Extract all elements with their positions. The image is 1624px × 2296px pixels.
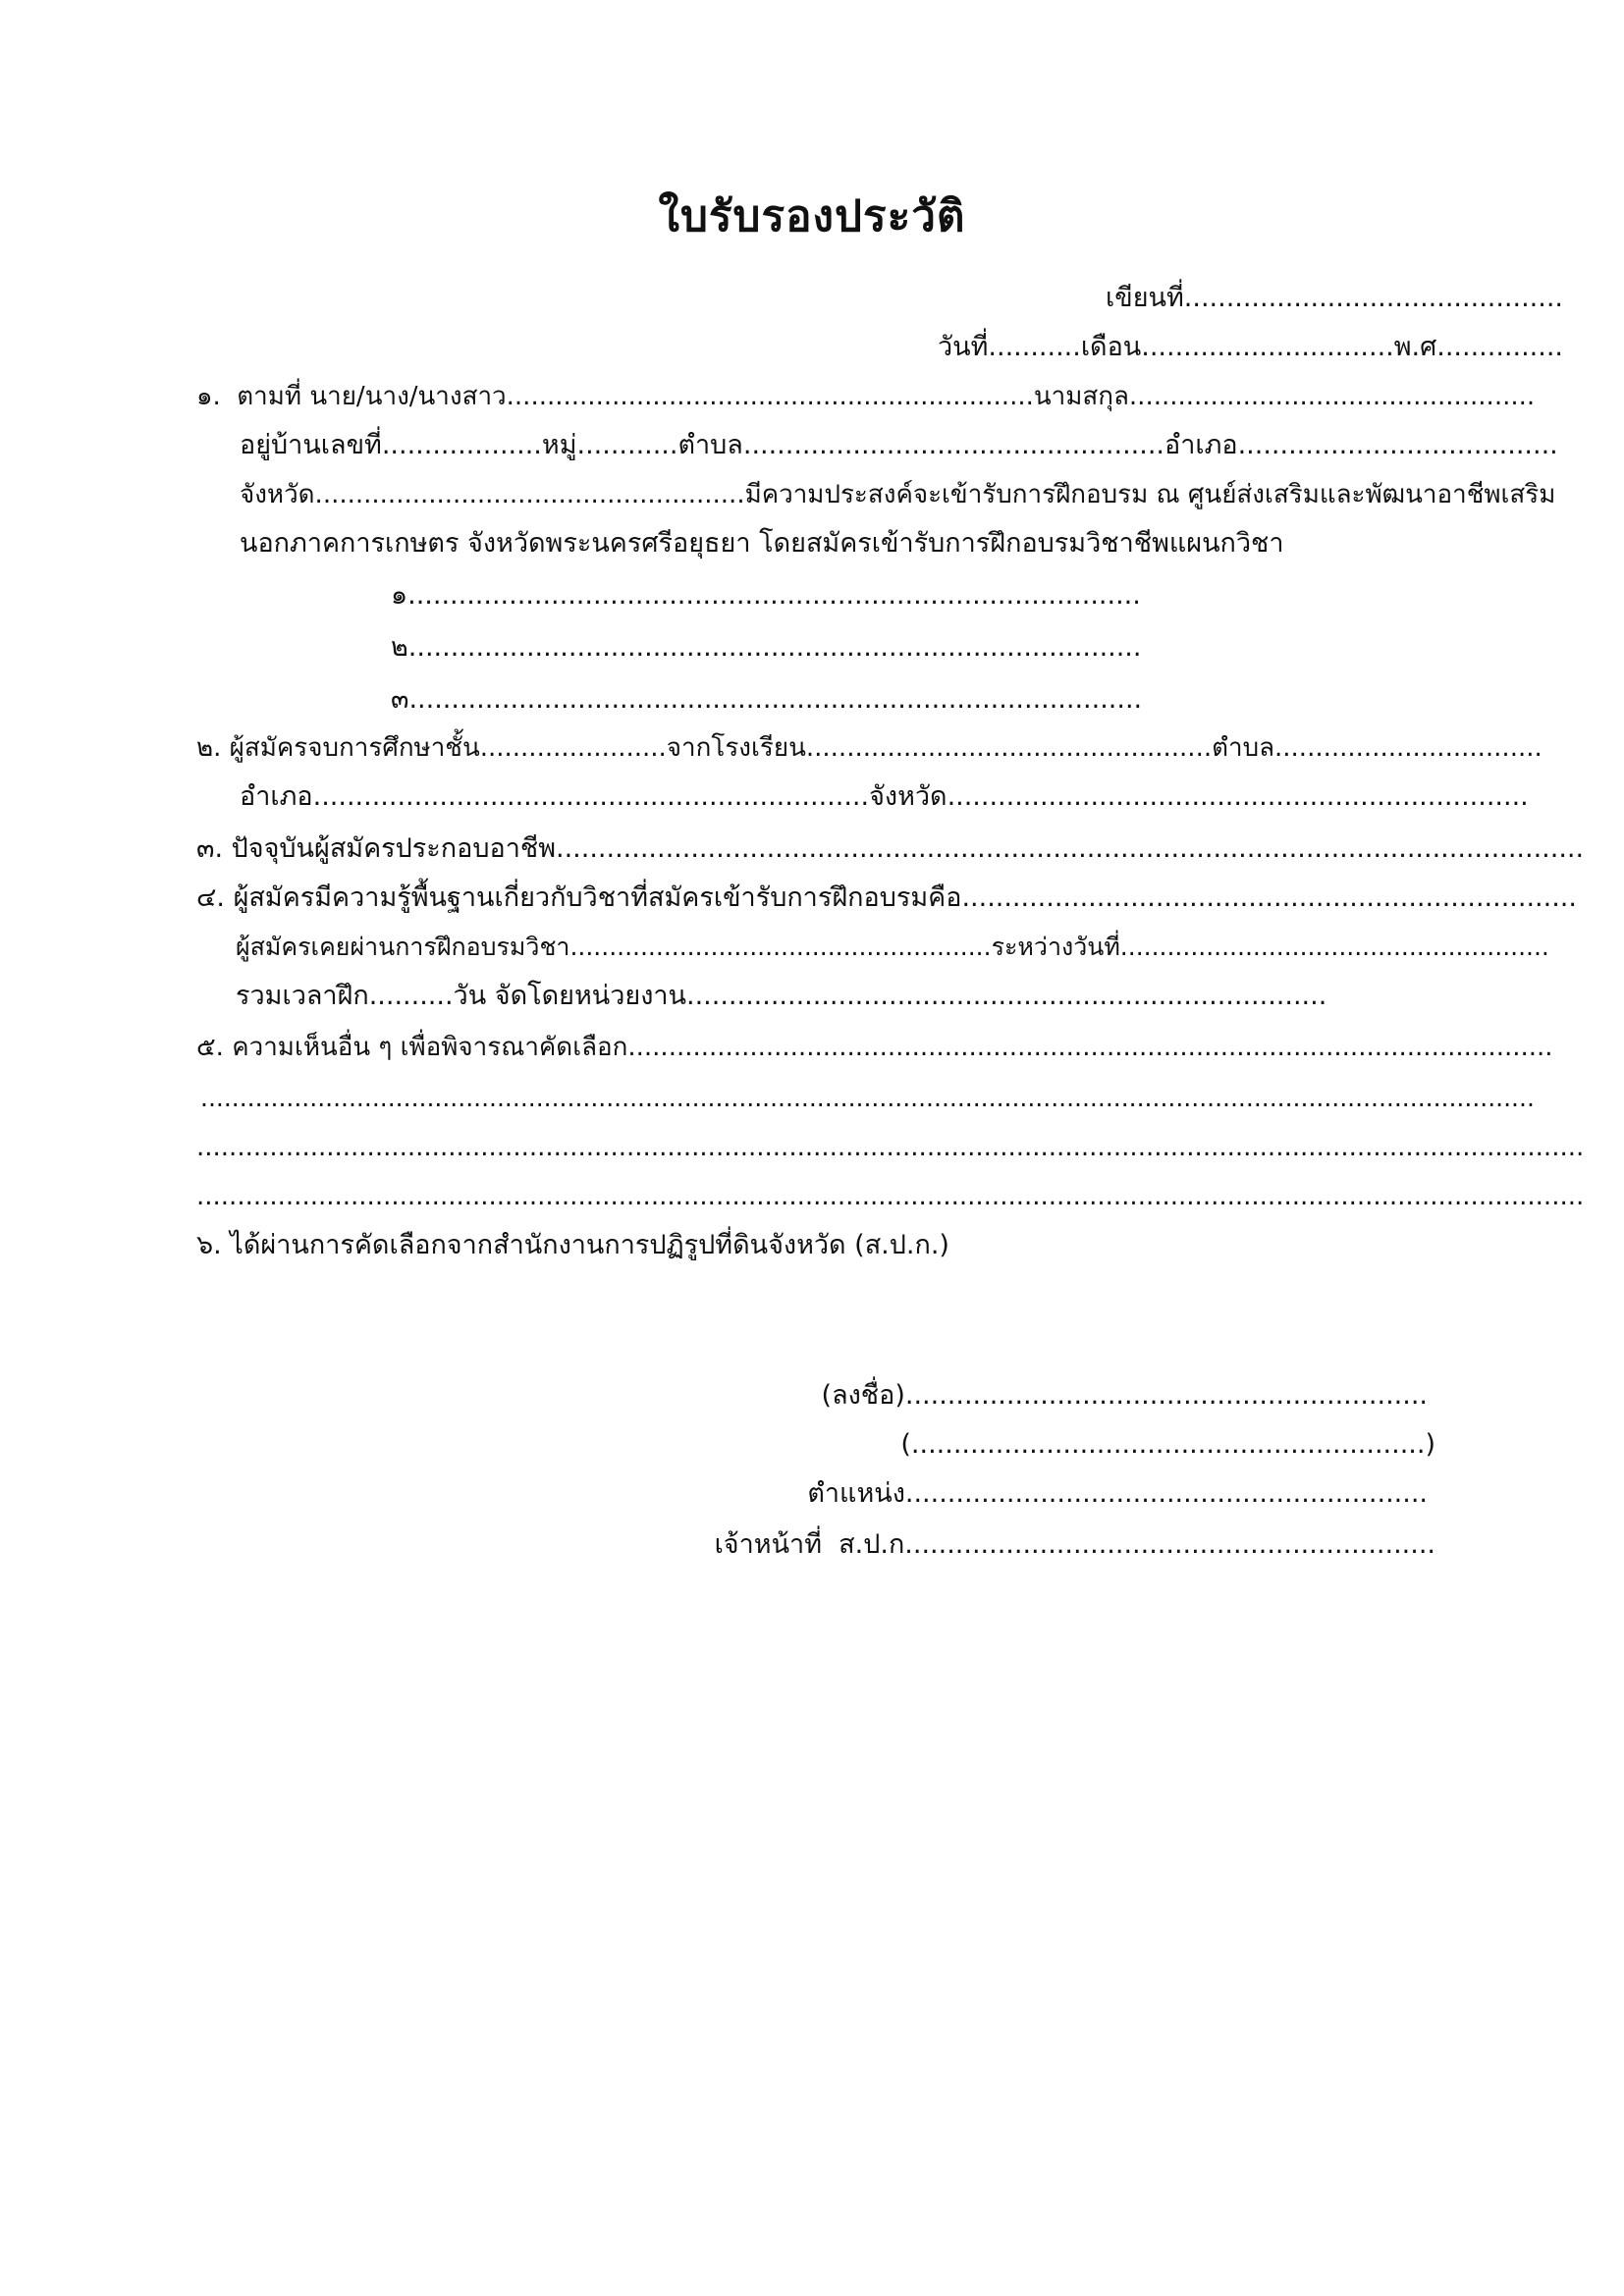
course-choice-3: ๓.......................................................................................	[391, 684, 1143, 715]
section2-education-line: ๒. ผู้สมัครจบการศึกษาชั้น.......................จากโรงเรียน..................................................ตำบล.................................	[196, 733, 1543, 763]
signature-position-line: ตำแหน่ง..............................................................	[807, 1478, 1428, 1509]
opinion-blank-line-3: ...........................................................................................................................................................................	[196, 1182, 1585, 1211]
section1-center-line: นอกภาคการเกษตร จังหวัดพระนครศรีอยุธยา โดยสมัครเข้ารับการฝึกอบรมวิชาชีพแผนกวิชา	[240, 528, 1284, 559]
section1-address-line: อยู่บ้านเลขที่...................หมู่............ตำบล..................................................อำเภอ......................................	[240, 430, 1558, 460]
page-title: ใบรับรองประวัติ	[658, 191, 966, 241]
section2-district-line: อำเภอ..................................................................จังหวัด.....................................................................	[240, 781, 1529, 812]
section1-name-line: ๑. ตามที่ นาย/นาง/นางสาว.................................................................นามสกุล..................................................	[196, 382, 1536, 411]
section3-occupation-line: ๓. ปัจจุบันผู้สมัครประกอบอาชีพ..........................................................................................................................	[196, 833, 1585, 864]
section4-knowledge-line: ๔. ผู้สมัครมีความรู้พื้นฐานเกี่ยวกับวิชาที่สมัครเข้ารับการฝึกอบรมคือ.........................................................................	[196, 882, 1577, 913]
date-field: วันที่...........เดือน..............................พ.ศ...............	[938, 332, 1563, 362]
course-choice-2: ๒.......................................................................................	[391, 632, 1142, 663]
section4-training-line: ผู้สมัครเคยผ่านการฝึกอบรมวิชา......................................................ระหว่างวันที่.......................................................	[236, 933, 1549, 961]
signature-name-line: (.............................................................)	[900, 1429, 1435, 1460]
section4-duration-line: รวมเวลาฝึก..........วัน จัดโดยหน่วยงาน............................................................................	[236, 981, 1327, 1011]
opinion-blank-line-1: ...........................................................................................................................................................................	[200, 1084, 1535, 1112]
signature-officer-line: เจ้าหน้าที่ ส.ป.ก...............................................................	[714, 1529, 1435, 1560]
section6-selection-line: ๖. ได้ผ่านการคัดเลือกจากสำนักงานการปฏิรูปที่ดินจังหวัด (ส.ป.ก.)	[196, 1230, 949, 1260]
section5-opinion-line: ๕. ความเห็นอื่น ๆ เพื่อพิจารณาคัดเลือก..................................................................................................................	[196, 1033, 1553, 1062]
written-at-field: เขียนที่.............................................	[1106, 283, 1563, 313]
opinion-blank-line-2: ...........................................................................................................................................................................	[196, 1133, 1585, 1162]
section1-province-line: จังหวัด.....................................................มีความประสงค์จะเข้ารับการฝึกอบรม ณ ศูนย์ส่งเสริมและพัฒนาอาชีพเสริม	[240, 480, 1556, 509]
course-choice-1: ๑.......................................................................................	[391, 580, 1141, 611]
signature-line: (ลงชื่อ)..............................................................	[821, 1380, 1428, 1411]
